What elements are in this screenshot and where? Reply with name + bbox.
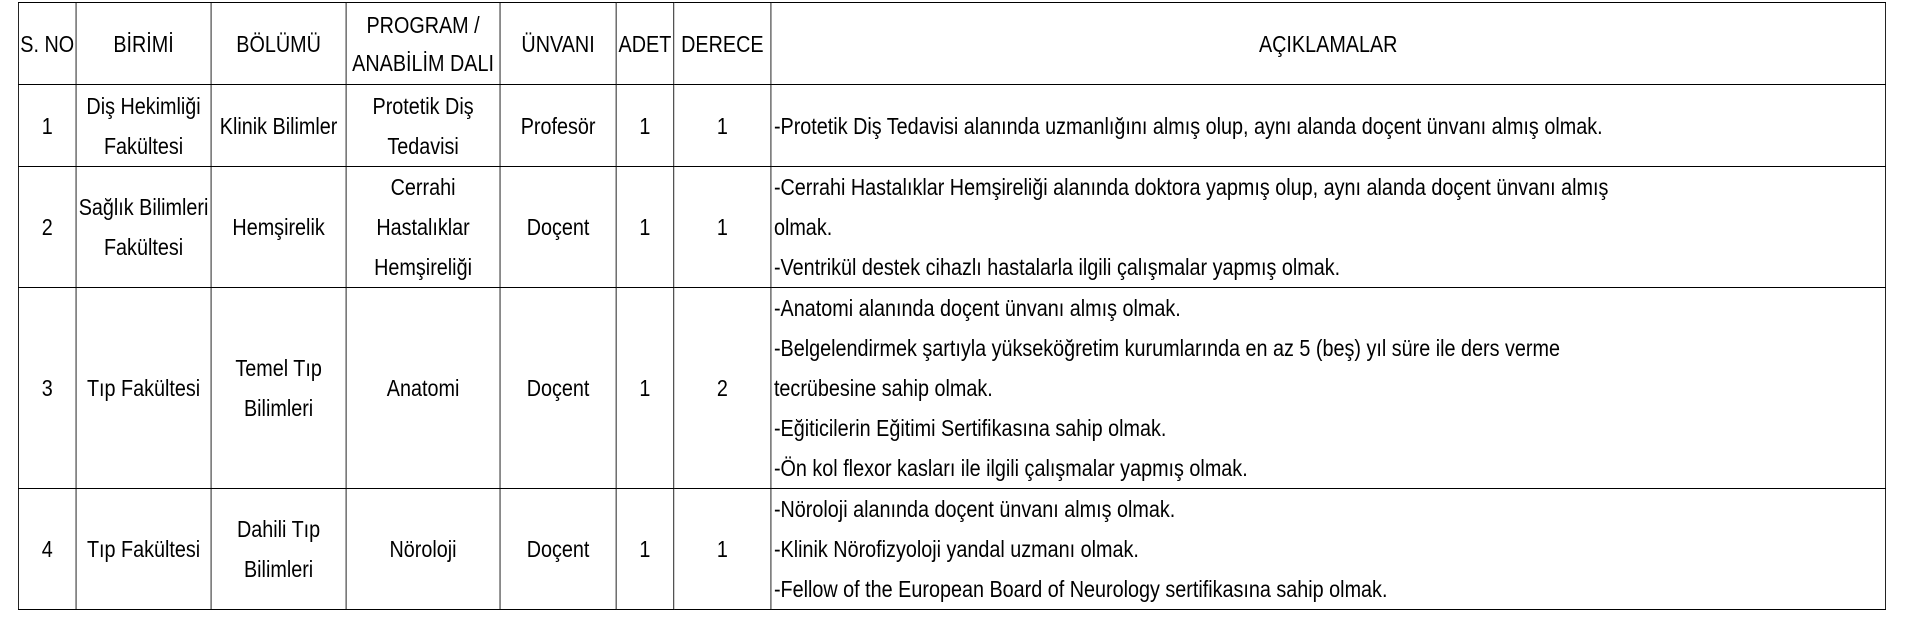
cell-derece: 1 — [674, 167, 771, 288]
description-line: -Ventrikül destek cihazlı hastalarla ilgili çalışmalar yapmış olmak. — [773, 254, 1341, 280]
cell-text-line: Fakültesi — [103, 234, 184, 260]
cell-aciklamalar — [771, 288, 1886, 489]
description-line: -Anatomi alanında doçent ünvanı almış olmak. — [773, 295, 1181, 321]
cell-text-line: Nöroloji — [389, 536, 457, 562]
cell-text-line: Sağlık Bilimleri — [78, 194, 209, 220]
cell-unvan: Doçent — [500, 489, 616, 610]
cell-aciklamalar — [771, 167, 1886, 288]
description-line: -Ön kol flexor kasları ile ilgili çalışmalar yapmış olmak. — [773, 455, 1248, 481]
cell-birim — [76, 85, 211, 167]
cell-sno: 4 — [18, 489, 76, 610]
cell-unvan: Profesör — [500, 85, 616, 167]
table-row — [18, 167, 1885, 288]
cell-birim — [76, 167, 211, 288]
cell-sno: 3 — [18, 288, 76, 489]
cell-bolum — [211, 489, 346, 610]
cell-sno: 1 — [18, 85, 76, 167]
cell-birim — [76, 489, 211, 610]
cell-program — [346, 489, 500, 610]
cell-program — [346, 167, 500, 288]
cell-text-line: Hemşireliği — [374, 254, 472, 280]
header-aciklamalar: AÇIKLAMALAR — [771, 3, 1886, 85]
header-program — [346, 3, 500, 85]
header-bolum: BÖLÜMÜ — [211, 3, 346, 85]
cell-text-line: Tedavisi — [387, 132, 459, 159]
cell-sno: 2 — [18, 167, 76, 288]
cell-text-line: Bilimleri — [243, 556, 314, 582]
cell-text-line: Hastalıklar — [376, 214, 470, 240]
header-sno: S. NO — [18, 3, 76, 85]
cell-unvan: Doçent — [500, 167, 616, 288]
cell-text-line: Temel Tıp — [235, 355, 322, 381]
cell-derece: 2 — [674, 288, 771, 489]
cell-program — [346, 85, 500, 167]
cell-text-line: Protetik Diş — [372, 92, 474, 119]
description-line: -Klinik Nörofizyoloji yandal uzmanı olmak. — [773, 536, 1139, 562]
description-line: -Fellow of the European Board of Neurology sertifikasına sahip olmak. — [773, 576, 1388, 602]
cell-unvan: Doçent — [500, 288, 616, 489]
cell-adet: 1 — [616, 288, 674, 489]
header-program-line2: ANABİLİM DALI — [352, 49, 494, 76]
cell-birim — [76, 288, 211, 489]
header-derece: DERECE — [674, 3, 771, 85]
header-unvan: ÜNVANI — [500, 3, 616, 85]
cell-derece: 1 — [674, 85, 771, 167]
cell-aciklamalar — [771, 489, 1886, 610]
description-line: -Belgelendirmek şartıyla yükseköğretim kurumlarında en az 5 (beş) yıl süre ile ders verme — [773, 335, 1560, 361]
cell-text-line: Hemşirelik — [232, 214, 325, 240]
cell-text-line: Bilimleri — [243, 395, 314, 421]
cell-bolum — [211, 167, 346, 288]
cell-text-line: Diş Hekimliği — [86, 92, 201, 119]
cell-derece: 1 — [674, 489, 771, 610]
cell-adet: 1 — [616, 489, 674, 610]
cell-text-line: Dahili Tıp — [236, 516, 321, 542]
cell-aciklamalar — [771, 85, 1886, 167]
description-line: tecrübesine sahip olmak. — [773, 375, 993, 401]
description-line: -Nöroloji alanında doçent ünvanı almış olmak. — [773, 496, 1176, 522]
cell-adet: 1 — [616, 85, 674, 167]
cell-text-line: Fakültesi — [103, 132, 184, 159]
cell-adet: 1 — [616, 167, 674, 288]
description-line: -Protetik Diş Tedavisi alanında uzmanlığını almış olup, aynı alanda doçent ünvanı almış olmak. — [773, 112, 1603, 139]
header-birim: BİRİMİ — [76, 3, 211, 85]
description-line: olmak. — [773, 214, 833, 240]
academic-positions-table — [18, 2, 1886, 610]
table-row — [18, 489, 1885, 610]
cell-text-line: Tıp Fakültesi — [86, 536, 201, 562]
header-adet: ADET — [616, 3, 674, 85]
table-row — [18, 85, 1885, 167]
cell-program — [346, 288, 500, 489]
header-program-line1: PROGRAM / — [366, 11, 480, 38]
header-row — [18, 3, 1885, 85]
description-line: -Cerrahi Hastalıklar Hemşireliği alanında doktora yapmış olup, aynı alanda doçent ünvanı almış — [773, 174, 1609, 200]
cell-text-line: Anatomi — [386, 375, 460, 401]
cell-text-line: Klinik Bilimler — [219, 112, 338, 139]
cell-text-line: Cerrahi — [390, 174, 456, 200]
cell-text-line: Tıp Fakültesi — [86, 375, 201, 401]
cell-bolum — [211, 288, 346, 489]
description-line: -Eğiticilerin Eğitimi Sertifikasına sahip olmak. — [773, 415, 1167, 441]
table-row — [18, 288, 1885, 489]
position-table-container — [18, 2, 1920, 610]
cell-bolum — [211, 85, 346, 167]
